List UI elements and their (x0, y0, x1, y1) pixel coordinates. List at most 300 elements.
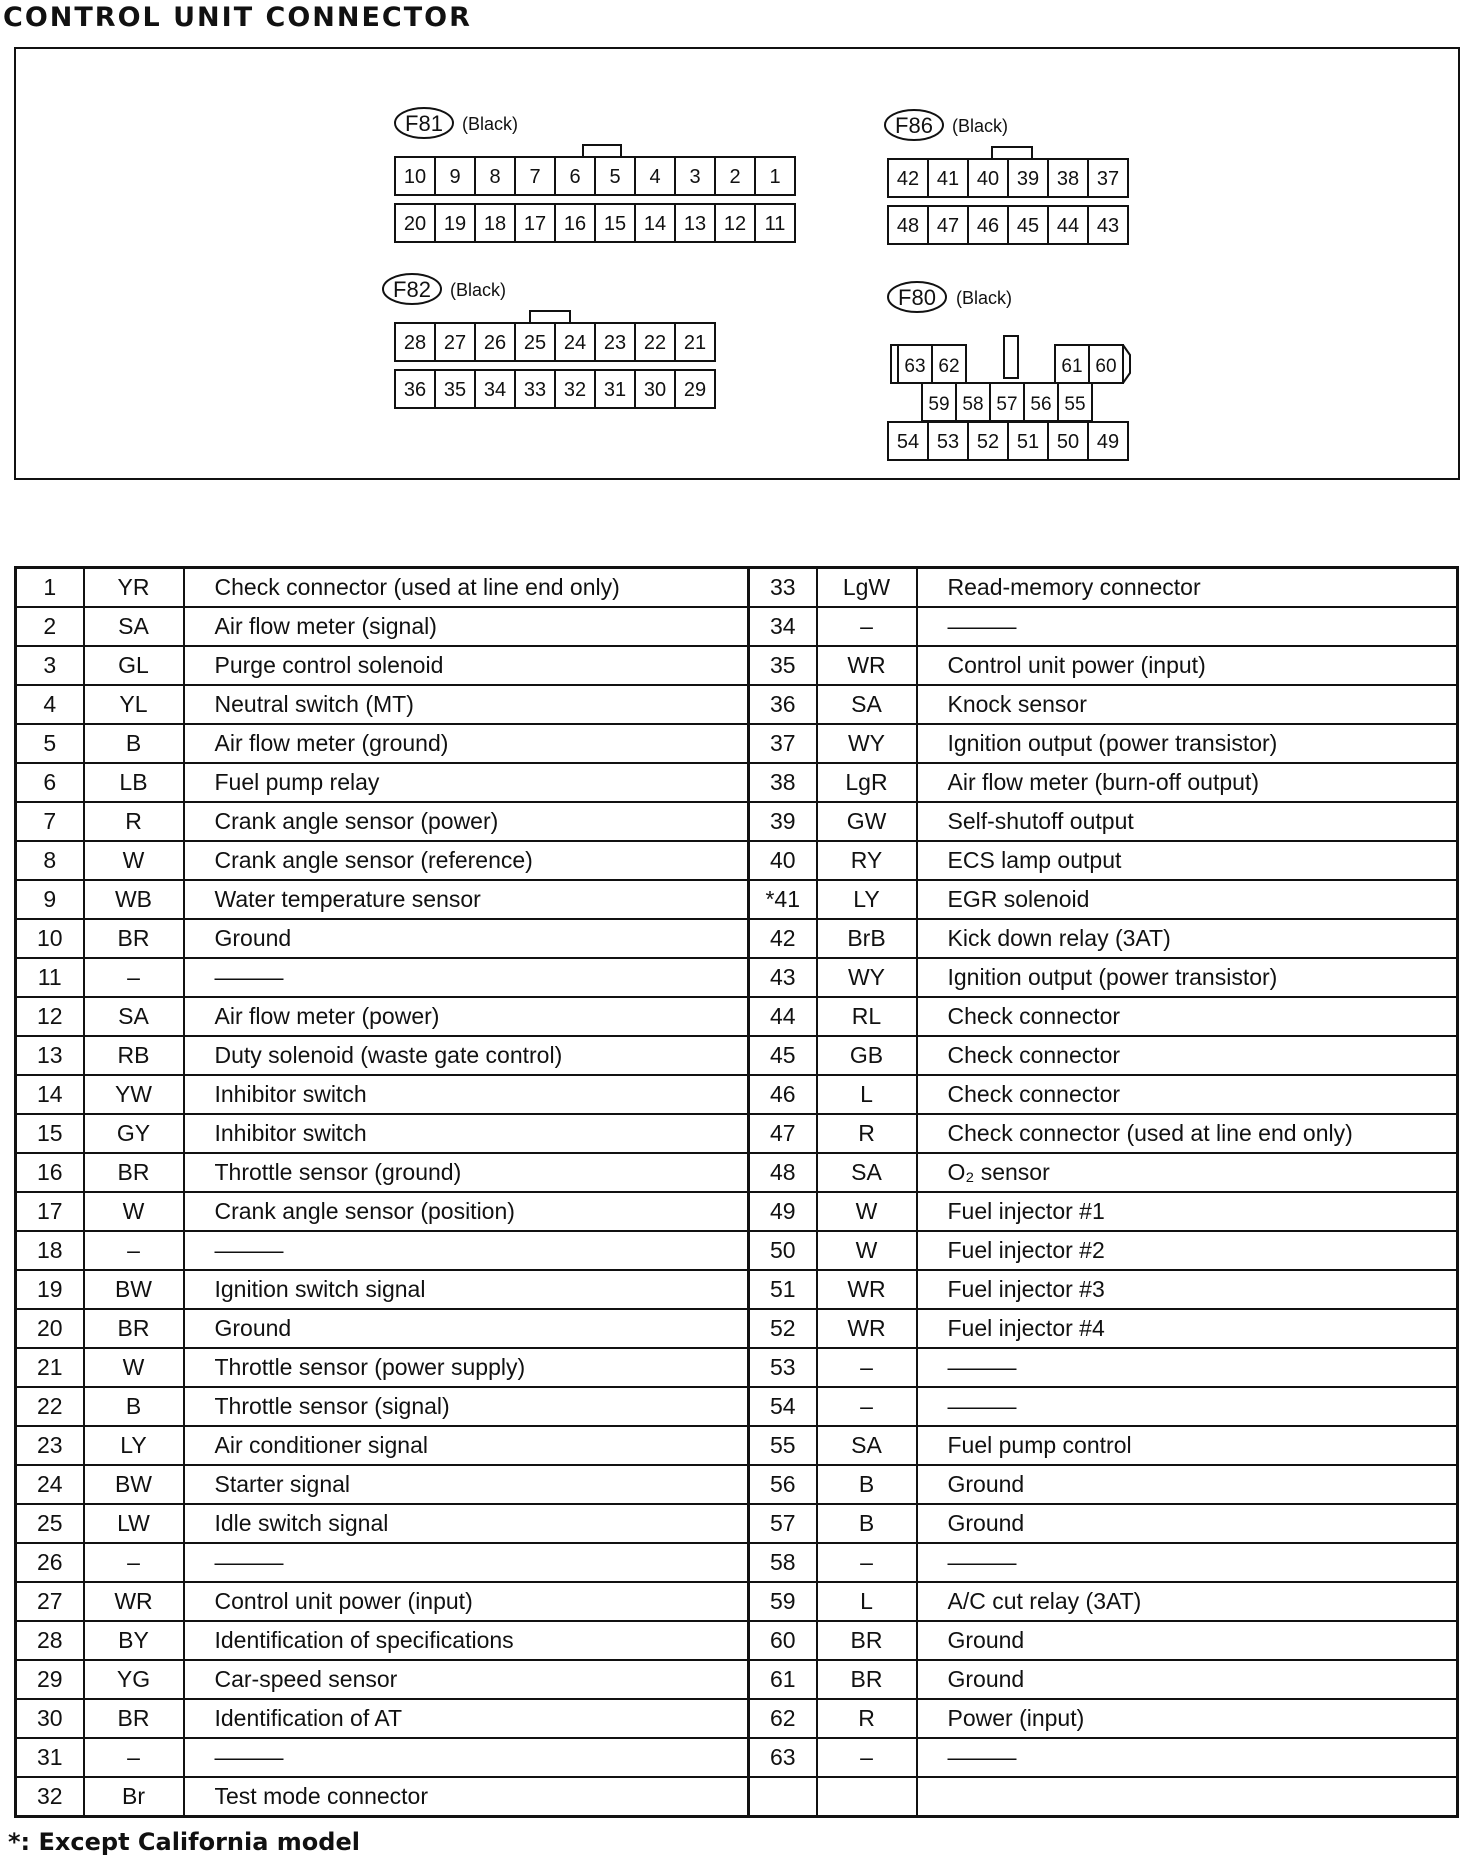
wire-color-cell: WR (817, 646, 917, 685)
connector-pin: 52 (976, 431, 1000, 453)
pin-function-cell: Ground (917, 1660, 1458, 1699)
table-row (16, 1153, 1458, 1192)
connector-pin: 43 (1096, 215, 1120, 237)
pin-number-cell: 31 (16, 1738, 84, 1777)
connector-pin: 31 (603, 379, 627, 401)
connector-pin: 53 (936, 431, 960, 453)
table-row (16, 685, 1458, 724)
wire-color-cell: BrB (817, 919, 917, 958)
pin-number-cell: 43 (749, 958, 817, 997)
connector-row (891, 345, 898, 383)
pin-function-cell: Check connector (917, 1036, 1458, 1075)
pin-function-cell: Ground (917, 1465, 1458, 1504)
pin-number-cell: 51 (749, 1270, 817, 1309)
pin-function-cell: Air flow meter (power) (184, 997, 749, 1036)
pin-function-cell (917, 1777, 1458, 1817)
pin-number-cell: 2 (16, 607, 84, 646)
connector-pin: 39 (1016, 168, 1040, 190)
pin-number-cell: 7 (16, 802, 84, 841)
pin-number-cell: 9 (16, 880, 84, 919)
connector-pin: 50 (1056, 431, 1080, 453)
table-row (16, 1504, 1458, 1543)
pin-number-cell: 60 (749, 1621, 817, 1660)
wire-color-cell: YG (84, 1660, 184, 1699)
pin-number-cell: 17 (16, 1192, 84, 1231)
wire-color-cell: W (817, 1192, 917, 1231)
table-row (16, 1348, 1458, 1387)
connector-pin: 32 (563, 379, 587, 401)
pin-function-cell: Fuel injector #1 (917, 1192, 1458, 1231)
wire-color-cell: BR (84, 1153, 184, 1192)
wire-color-cell: LgW (817, 568, 917, 608)
pin-function-cell: Throttle sensor (ground) (184, 1153, 749, 1192)
connector-key-tab (530, 311, 570, 323)
pin-number-cell: 56 (749, 1465, 817, 1504)
wire-color-cell: GW (817, 802, 917, 841)
pin-number-cell: 30 (16, 1699, 84, 1738)
pin-number-cell: 22 (16, 1387, 84, 1426)
pin-function-cell: Ignition output (power transistor) (917, 724, 1458, 763)
pin-number-cell: 49 (749, 1192, 817, 1231)
wire-color-cell: LW (84, 1504, 184, 1543)
pin-function-cell: Air flow meter (signal) (184, 607, 749, 646)
pin-number-cell: 24 (16, 1465, 84, 1504)
pin-assignment-table (14, 566, 1459, 1818)
pin-number-cell: 54 (749, 1387, 817, 1426)
connector-pin: 26 (483, 332, 507, 354)
connector-pin: 24 (563, 332, 587, 354)
connector-id: F81 (405, 111, 443, 136)
pin-function-cell: Check connector (917, 997, 1458, 1036)
table-row (16, 724, 1458, 763)
wire-color-cell: W (84, 841, 184, 880)
connector-pin: 49 (1096, 431, 1120, 453)
pin-number-cell: 23 (16, 1426, 84, 1465)
pin-number-cell: 16 (16, 1153, 84, 1192)
pin-function-cell: Inhibitor switch (184, 1114, 749, 1153)
pin-number-cell: 1 (16, 568, 84, 608)
wire-color-cell: WY (817, 724, 917, 763)
wire-color-cell: SA (84, 607, 184, 646)
wire-color-cell: LY (817, 880, 917, 919)
connector-pin: 14 (643, 213, 667, 235)
wire-color-cell: – (817, 1348, 917, 1387)
wire-color-cell: SA (817, 1426, 917, 1465)
wire-color-cell: SA (817, 685, 917, 724)
pin-function-cell: Fuel pump relay (184, 763, 749, 802)
wire-color-cell: – (84, 1543, 184, 1582)
pin-function-cell: Crank angle sensor (position) (184, 1192, 749, 1231)
table-row (16, 1192, 1458, 1231)
connector-pin: 27 (443, 332, 467, 354)
wire-color-cell: LB (84, 763, 184, 802)
table-row (16, 1036, 1458, 1075)
wire-color-cell: BR (84, 1699, 184, 1738)
table-row (16, 1582, 1458, 1621)
wire-color-cell: GB (817, 1036, 917, 1075)
wire-color-cell: B (817, 1504, 917, 1543)
wire-color-cell: W (817, 1231, 917, 1270)
table-row (16, 958, 1458, 997)
pin-number-cell: 33 (749, 568, 817, 608)
connector-pin: 11 (764, 213, 786, 235)
table-row (16, 1114, 1458, 1153)
connector-pin: 19 (443, 213, 467, 235)
connector-pin: 35 (443, 379, 467, 401)
pin-function-cell: Inhibitor switch (184, 1075, 749, 1114)
connector-pin: 25 (523, 332, 547, 354)
connector-pin: 47 (936, 215, 960, 237)
wire-color-cell: BR (817, 1621, 917, 1660)
connector-color-label: (Black) (450, 280, 507, 300)
pin-number-cell: 28 (16, 1621, 84, 1660)
pin-function-cell: Car-speed sensor (184, 1660, 749, 1699)
table-row (16, 1387, 1458, 1426)
connector-pin: 8 (489, 166, 501, 188)
pin-function-cell: ——— (917, 1387, 1458, 1426)
connector-pin: 58 (962, 394, 984, 415)
pin-function-cell: Ignition switch signal (184, 1270, 749, 1309)
table-row (16, 1738, 1458, 1777)
pin-function-cell: ECS lamp output (917, 841, 1458, 880)
connector-diagram-panel (14, 47, 1460, 480)
table-row (16, 646, 1458, 685)
pin-function-cell: Duty solenoid (waste gate control) (184, 1036, 749, 1075)
pin-number-cell: 8 (16, 841, 84, 880)
pin-number-cell: 11 (16, 958, 84, 997)
table-row (16, 1699, 1458, 1738)
pin-function-cell: Air flow meter (ground) (184, 724, 749, 763)
connector-pin: 7 (529, 166, 541, 188)
pin-function-cell: Control unit power (input) (184, 1582, 749, 1621)
pin-function-cell: Ground (184, 919, 749, 958)
pin-function-cell: Ignition output (power transistor) (917, 958, 1458, 997)
pin-number-cell (749, 1777, 817, 1817)
connector-pin: 51 (1016, 431, 1040, 453)
wire-color-cell: BR (817, 1660, 917, 1699)
pin-number-cell: 12 (16, 997, 84, 1036)
wire-color-cell: YW (84, 1075, 184, 1114)
table-row (16, 1075, 1458, 1114)
connector-color-label: (Black) (956, 288, 1013, 308)
wire-color-cell: Br (84, 1777, 184, 1817)
pin-function-cell: ——— (917, 1543, 1458, 1582)
connector-pin: 33 (523, 379, 547, 401)
connector-pin: 23 (603, 332, 627, 354)
wire-color-cell: WR (817, 1270, 917, 1309)
pin-function-cell: Throttle sensor (power supply) (184, 1348, 749, 1387)
wire-color-cell: R (817, 1114, 917, 1153)
connector-pin: 20 (403, 213, 427, 235)
pin-number-cell: 3 (16, 646, 84, 685)
pin-function-cell: Idle switch signal (184, 1504, 749, 1543)
pin-function-cell: O₂ sensor (917, 1153, 1458, 1192)
connector-key-tab (992, 147, 1032, 159)
connector-pin: 46 (976, 215, 1000, 237)
pin-number-cell: 44 (749, 997, 817, 1036)
pin-number-cell: 10 (16, 919, 84, 958)
connector-pin: 6 (569, 166, 581, 188)
pin-function-cell: Water temperature sensor (184, 880, 749, 919)
pin-function-cell: Crank angle sensor (reference) (184, 841, 749, 880)
connector-pin: 13 (683, 213, 707, 235)
connector-pin: 61 (1061, 356, 1083, 377)
pin-number-cell: 61 (749, 1660, 817, 1699)
connector-pin: 28 (403, 332, 427, 354)
pin-function-cell: Ground (917, 1621, 1458, 1660)
pin-function-cell: ——— (917, 607, 1458, 646)
wire-color-cell: – (817, 1738, 917, 1777)
pin-number-cell: 45 (749, 1036, 817, 1075)
pin-function-cell: Check connector (used at line end only) (917, 1114, 1458, 1153)
wire-color-cell: LgR (817, 763, 917, 802)
connector-pin: 63 (904, 356, 926, 377)
pin-number-cell: 57 (749, 1504, 817, 1543)
wire-color-cell: YL (84, 685, 184, 724)
pin-number-cell: 47 (749, 1114, 817, 1153)
connector-pin: 59 (928, 394, 950, 415)
pin-number-cell: 62 (749, 1699, 817, 1738)
wire-color-cell: BW (84, 1465, 184, 1504)
table-row (16, 1465, 1458, 1504)
wire-color-cell: – (817, 1543, 917, 1582)
pin-number-cell: 32 (16, 1777, 84, 1817)
wire-color-cell: RL (817, 997, 917, 1036)
wire-color-cell: – (817, 1387, 917, 1426)
pin-function-cell: Power (input) (917, 1699, 1458, 1738)
pin-function-cell: ——— (917, 1738, 1458, 1777)
wire-color-cell: R (84, 802, 184, 841)
pin-number-cell: 63 (749, 1738, 817, 1777)
pin-function-cell: Air conditioner signal (184, 1426, 749, 1465)
connector-pin: 21 (683, 332, 707, 354)
table-row (16, 1621, 1458, 1660)
table-row (16, 1660, 1458, 1699)
connector-id: F82 (393, 277, 431, 302)
pin-number-cell: 15 (16, 1114, 84, 1153)
pin-function-cell: Test mode connector (184, 1777, 749, 1817)
pin-number-cell: 52 (749, 1309, 817, 1348)
connector-pin: 60 (1095, 356, 1117, 377)
pin-number-cell: 26 (16, 1543, 84, 1582)
wire-color-cell: WR (817, 1309, 917, 1348)
pin-number-cell: 46 (749, 1075, 817, 1114)
table-row (16, 802, 1458, 841)
wire-color-cell: B (84, 1387, 184, 1426)
table-row (16, 997, 1458, 1036)
pin-number-cell: 6 (16, 763, 84, 802)
table-row (16, 1543, 1458, 1582)
connector-pin: 48 (896, 215, 920, 237)
pin-function-cell: Ground (184, 1309, 749, 1348)
pin-number-cell: 35 (749, 646, 817, 685)
wire-color-cell: R (817, 1699, 917, 1738)
pin-function-cell: Self-shutoff output (917, 802, 1458, 841)
pin-function-cell: Control unit power (input) (917, 646, 1458, 685)
pin-number-cell: 29 (16, 1660, 84, 1699)
pin-function-cell: Fuel pump control (917, 1426, 1458, 1465)
connector-pin: 62 (938, 356, 960, 377)
pin-number-cell: 50 (749, 1231, 817, 1270)
pin-number-cell: 40 (749, 841, 817, 880)
wire-color-cell: YR (84, 568, 184, 608)
pin-number-cell: 14 (16, 1075, 84, 1114)
connector-pin: 16 (563, 213, 587, 235)
connector-pin: 4 (649, 166, 661, 188)
connector-key-slot (1004, 336, 1018, 378)
wire-color-cell: LY (84, 1426, 184, 1465)
wire-color-cell: B (84, 724, 184, 763)
wire-color-cell: SA (817, 1153, 917, 1192)
pin-number-cell: 25 (16, 1504, 84, 1543)
pin-function-cell: Starter signal (184, 1465, 749, 1504)
pin-function-cell: Throttle sensor (signal) (184, 1387, 749, 1426)
pin-function-cell: Kick down relay (3AT) (917, 919, 1458, 958)
table-row (16, 1231, 1458, 1270)
connector-pin: 3 (689, 166, 701, 188)
pin-function-cell: Neutral switch (MT) (184, 685, 749, 724)
connector-pin: 54 (896, 431, 920, 453)
footnote: *: Except California model (8, 1828, 360, 1856)
pin-function-cell: Fuel injector #4 (917, 1309, 1458, 1348)
wire-color-cell: RY (817, 841, 917, 880)
connector-color-label: (Black) (952, 116, 1009, 136)
pin-number-cell: 42 (749, 919, 817, 958)
connector-pin: 30 (643, 379, 667, 401)
table-row (16, 919, 1458, 958)
connector-pin: 29 (683, 379, 707, 401)
connector-color-label: (Black) (462, 114, 519, 134)
pin-function-cell: Fuel injector #2 (917, 1231, 1458, 1270)
pin-number-cell: 20 (16, 1309, 84, 1348)
connector-pin: 42 (896, 168, 920, 190)
pin-function-cell: Check connector (917, 1075, 1458, 1114)
table-row (16, 1777, 1458, 1817)
wire-color-cell: L (817, 1582, 917, 1621)
pin-number-cell: 13 (16, 1036, 84, 1075)
connector-pin: 5 (609, 166, 621, 188)
wire-color-cell (817, 1777, 917, 1817)
connector-pin: 34 (483, 379, 507, 401)
connector-pin: 45 (1016, 215, 1040, 237)
connector-pin: 1 (769, 166, 781, 188)
connector-pin: 2 (729, 166, 741, 188)
table-row (16, 1309, 1458, 1348)
pin-number-cell: *41 (749, 880, 817, 919)
wire-color-cell: WY (817, 958, 917, 997)
wire-color-cell: B (817, 1465, 917, 1504)
pin-function-cell: Air flow meter (burn-off output) (917, 763, 1458, 802)
connector-pin: 18 (483, 213, 507, 235)
table-row (16, 1426, 1458, 1465)
pin-number-cell: 55 (749, 1426, 817, 1465)
wire-color-cell: GL (84, 646, 184, 685)
table-row (16, 841, 1458, 880)
table-row (16, 607, 1458, 646)
connector-pin: 38 (1056, 168, 1080, 190)
pin-number-cell: 18 (16, 1231, 84, 1270)
wire-color-cell: GY (84, 1114, 184, 1153)
pin-function-cell: ——— (184, 958, 749, 997)
wire-color-cell: – (84, 958, 184, 997)
connector-pin: 36 (403, 379, 427, 401)
page-title: CONTROL UNIT CONNECTOR (3, 2, 472, 33)
connector-diagram (16, 49, 1458, 478)
pin-number-cell: 39 (749, 802, 817, 841)
pin-number-cell: 4 (16, 685, 84, 724)
wire-color-cell: W (84, 1192, 184, 1231)
connector-pin: 57 (996, 394, 1018, 415)
pin-number-cell: 53 (749, 1348, 817, 1387)
pin-function-cell: Crank angle sensor (power) (184, 802, 749, 841)
connector-id: F86 (895, 113, 933, 138)
connector-key-tab (583, 145, 621, 157)
wire-color-cell: SA (84, 997, 184, 1036)
connector-pin: 40 (976, 168, 1000, 190)
connector-pin: 15 (603, 213, 627, 235)
pin-number-cell: 37 (749, 724, 817, 763)
pin-number-cell: 5 (16, 724, 84, 763)
table-row (16, 763, 1458, 802)
pin-number-cell: 27 (16, 1582, 84, 1621)
wire-color-cell: BR (84, 1309, 184, 1348)
pin-number-cell: 19 (16, 1270, 84, 1309)
connector-pin: 12 (723, 213, 747, 235)
wire-color-cell: RB (84, 1036, 184, 1075)
wire-color-cell: – (84, 1231, 184, 1270)
wire-color-cell: – (817, 607, 917, 646)
connector-pin: 41 (936, 168, 960, 190)
wire-color-cell: WB (84, 880, 184, 919)
pin-function-cell: A/C cut relay (3AT) (917, 1582, 1458, 1621)
wire-color-cell: W (84, 1348, 184, 1387)
table-row (16, 568, 1458, 608)
pin-function-cell: Read-memory connector (917, 568, 1458, 608)
connector-pin: 10 (403, 166, 427, 188)
pin-number-cell: 48 (749, 1153, 817, 1192)
pin-number-cell: 38 (749, 763, 817, 802)
connector-pin: 44 (1056, 215, 1080, 237)
pin-function-cell: ——— (917, 1348, 1458, 1387)
pin-function-cell: Check connector (used at line end only) (184, 568, 749, 608)
pin-function-cell: ——— (184, 1231, 749, 1270)
wire-color-cell: BY (84, 1621, 184, 1660)
pin-number-cell: 21 (16, 1348, 84, 1387)
pin-function-cell: Knock sensor (917, 685, 1458, 724)
wire-color-cell: L (817, 1075, 917, 1114)
table-row (16, 1270, 1458, 1309)
connector-pin: 17 (523, 213, 547, 235)
wire-color-cell: BR (84, 919, 184, 958)
connector-pin: 56 (1030, 394, 1052, 415)
wire-color-cell: – (84, 1738, 184, 1777)
connector-row (1123, 345, 1130, 383)
pin-number-cell: 59 (749, 1582, 817, 1621)
pin-function-cell: EGR solenoid (917, 880, 1458, 919)
pin-function-cell: Identification of AT (184, 1699, 749, 1738)
connector-pin: 22 (643, 332, 667, 354)
connector-pin: 37 (1096, 168, 1120, 190)
pin-function-cell: Purge control solenoid (184, 646, 749, 685)
pin-function-cell: Fuel injector #3 (917, 1270, 1458, 1309)
connector-pin: 55 (1064, 394, 1086, 415)
pin-number-cell: 58 (749, 1543, 817, 1582)
wire-color-cell: BW (84, 1270, 184, 1309)
connector-id: F80 (898, 285, 936, 310)
pin-function-cell: ——— (184, 1738, 749, 1777)
pin-number-cell: 36 (749, 685, 817, 724)
table-row (16, 880, 1458, 919)
